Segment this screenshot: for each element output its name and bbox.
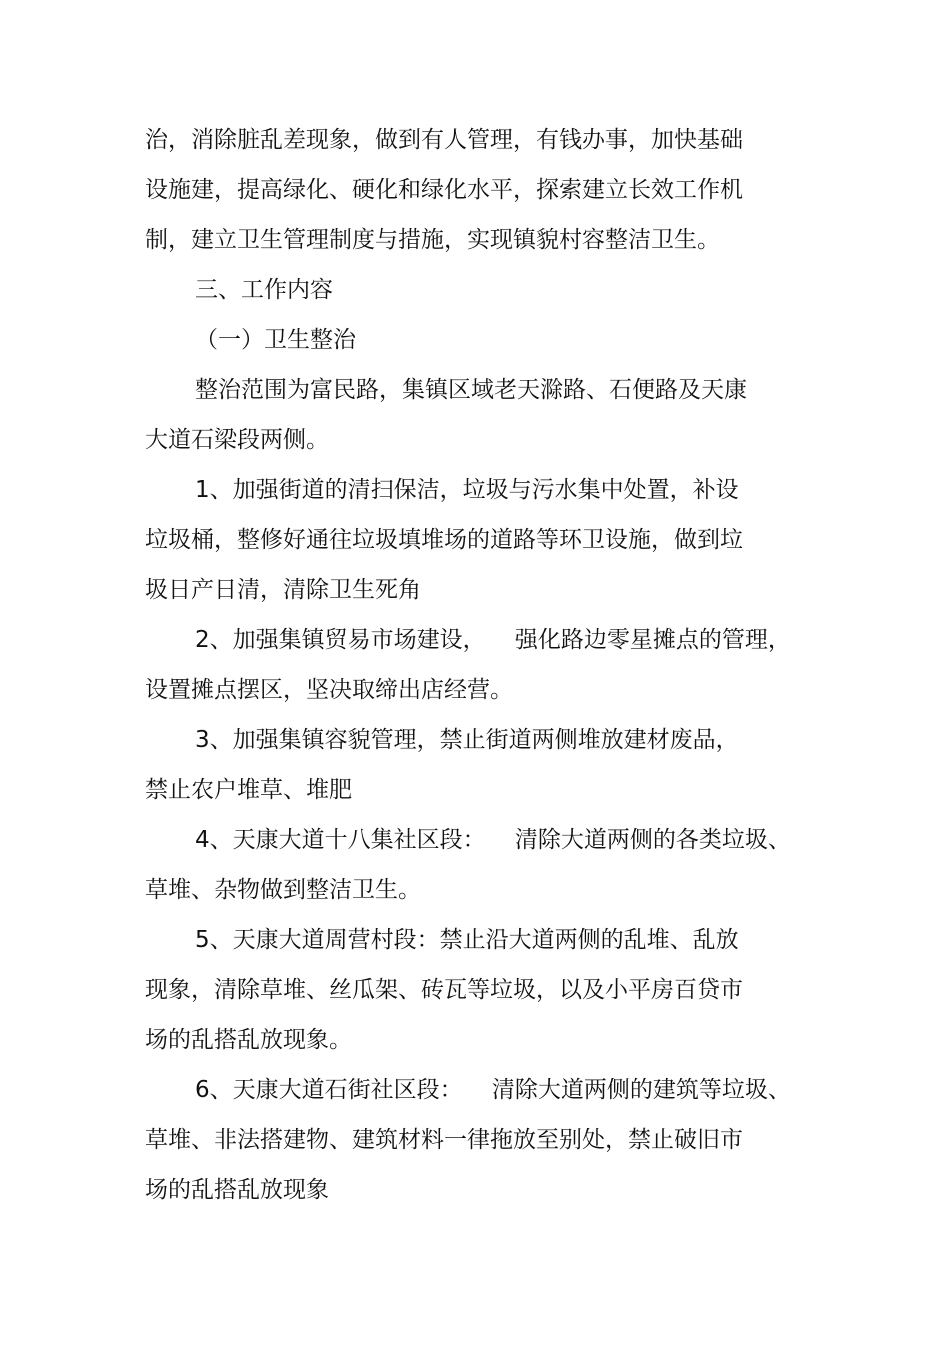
- list-item-1: 1、加强街道的清扫保洁，垃圾与污水集中处置，补设: [195, 477, 739, 503]
- text-line: 场的乱搭乱放现象。: [145, 1027, 352, 1053]
- text-line: 设置摊点摆区，坚决取缔出店经营。: [145, 677, 513, 703]
- section-heading: 三、工作内容: [195, 277, 333, 303]
- subsection-heading: （一）卫生整治: [195, 327, 356, 353]
- text-line: 草堆、非法搭建物、建筑材料一律拖放至别处，禁止破旧市: [145, 1127, 743, 1153]
- text-line: 整治范围为富民路，集镇区域老天滁路、石便路及天康: [195, 377, 747, 403]
- list-item-5: 5、天康大道周营村段：禁止沿大道两侧的乱堆、乱放: [195, 927, 739, 953]
- text-line: 垃圾桶，整修好通往垃圾填堆场的道路等环卫设施，做到垃: [145, 527, 743, 553]
- text-line: 现象，清除草堆、丝瓜架、砖瓦等垃圾，以及小平房百贷市: [145, 977, 743, 1003]
- text-line: 治，消除脏乱差现象，做到有人管理，有钱办事，加快基础: [145, 127, 743, 153]
- text-line: 圾日产日清，清除卫生死角: [145, 577, 421, 603]
- text-line: 设施建，提高绿化、硬化和绿化水平，探索建立长效工作机: [145, 177, 743, 203]
- list-item-3: 3、加强集镇容貌管理，禁止街道两侧堆放建材废品，: [195, 727, 739, 753]
- text-line: 禁止农户堆草、堆肥: [145, 777, 352, 803]
- text-line: 草堆、杂物做到整洁卫生。: [145, 877, 421, 903]
- list-item-6: 6、天康大道石街社区段： 清除大道两侧的建筑等垃圾、: [195, 1077, 791, 1103]
- text-line: 场的乱搭乱放现象: [145, 1177, 329, 1203]
- list-item-2: 2、加强集镇贸易市场建设， 强化路边零星摊点的管理，: [195, 627, 791, 653]
- text-line: 制，建立卫生管理制度与措施，实现镇貌村容整洁卫生。: [145, 227, 720, 253]
- list-item-4: 4、天康大道十八集社区段： 清除大道两侧的各类垃圾、: [195, 827, 791, 853]
- text-line: 大道石梁段两侧。: [145, 427, 329, 453]
